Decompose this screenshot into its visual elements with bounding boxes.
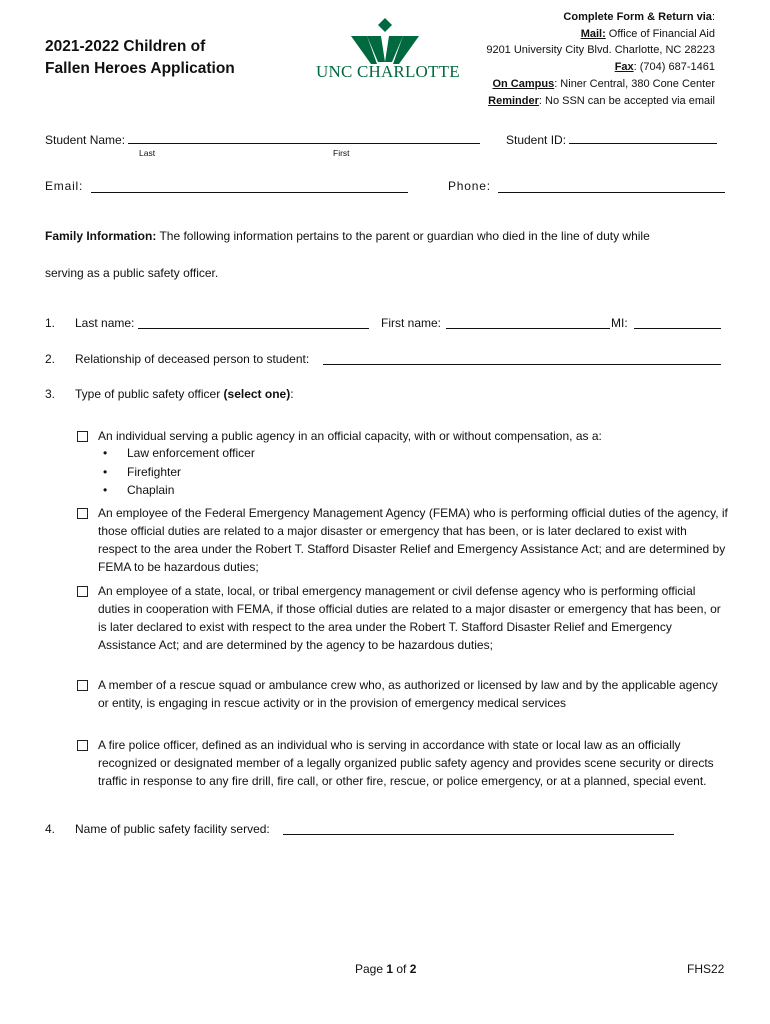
q2-number: 2. <box>45 352 56 366</box>
reminder-label: Reminder <box>488 94 539 107</box>
sub-bullet-item: • Chaplain <box>103 481 255 500</box>
mail-address: 9201 University City Blvd. Charlotte, NC 28223 <box>486 44 715 57</box>
campus-label: On Campus <box>492 77 555 90</box>
student-id-row <box>506 131 717 147</box>
q1-last-field[interactable] <box>138 316 369 329</box>
q4-number: 4. <box>45 822 56 836</box>
q1-first-label: First name: <box>381 316 442 330</box>
family-intro-line2: serving as a public safety officer. <box>45 266 219 280</box>
option-text: An employee of the Federal Emergency Management Agency (FEMA) who is performing official duties of the agency, if those official duties are related to a major disaster or emergency that has been, or is later declared to exist with respect to the area under the Robert T. Stafford Disaster Relief and Emergency Assistance Act; and are determined by FEMA to be hazardous duties; <box>98 506 728 574</box>
phone-field[interactable] <box>498 180 725 193</box>
campus-value: : Niner Central, 380 Cone Center <box>554 77 715 90</box>
student-name-label: Student Name: <box>45 133 126 147</box>
form-title <box>45 36 235 80</box>
phone-label: Phone: <box>448 179 491 193</box>
q4-field[interactable] <box>283 822 674 835</box>
option-text: An individual serving a public agency in an official capacity, with or without compensation, as a: <box>98 429 602 443</box>
form-code: FHS22 <box>687 962 725 976</box>
family-heading: Family Information: <box>45 229 157 243</box>
q4-label: Name of public safety facility served: <box>75 822 270 836</box>
checkbox[interactable] <box>77 680 88 691</box>
q1-mi-label: MI: <box>611 316 628 330</box>
checkbox[interactable] <box>77 431 88 442</box>
option-text: An employee of a state, local, or tribal emergency management or civil defense agency who is performing official duties in cooperation with FEMA, if those official duties are related to a major disaster or emergency that has been, or is later declared to exist with respect to the area under the Robert T. Stafford Disaster Relief and Emergency Assistance Act; and are determined by the agency to be hazardous duties; <box>98 584 721 652</box>
contact-heading: Complete Form & Return via <box>563 11 712 23</box>
q1-first-field[interactable] <box>446 316 610 329</box>
student-name-field[interactable] <box>128 131 480 144</box>
contact-info: Complete Form & Return via: Mail: Office of Financial Aid 9201 University City Blvd. Charlotte, NC 28223 Fax: (704) 687-1461 On Campus: Niner Central, 380 Cone Center Reminder: No SSN can be accepted via email <box>486 11 715 107</box>
q1-last-label: Last name: <box>75 316 135 330</box>
family-intro <box>45 229 650 243</box>
logo-wordmark: UNC CHARLOTTE <box>316 62 460 81</box>
option-text: A member of a rescue squad or ambulance crew who, as authorized or licensed by law and by the applicable agency or entity, is engaging in rescue activity or in the provision of emergency medical services <box>98 678 718 710</box>
q2-label: Relationship of deceased person to student: <box>75 352 310 366</box>
sub-bullet-item: • Law enforcement officer <box>103 444 255 463</box>
phone-row <box>448 179 491 193</box>
fax-value: : (704) 687-1461 <box>633 61 715 74</box>
q2-field[interactable] <box>323 352 721 365</box>
family-intro-line1: The following information pertains to the parent or guardian who died in the line of duty while <box>156 229 650 243</box>
checkbox[interactable] <box>77 508 88 519</box>
title-line-1: 2021-2022 Children of <box>45 38 206 55</box>
reminder-value: : No SSN can be accepted via email <box>538 94 715 107</box>
mail-label: Mail: <box>580 27 606 40</box>
email-label: Email: <box>45 179 84 193</box>
email-row <box>45 179 83 193</box>
checkbox[interactable] <box>77 740 88 751</box>
sub-bullet-item: • Firefighter <box>103 463 255 482</box>
q3-number: 3. <box>45 387 56 401</box>
q1-number: 1. <box>45 316 56 330</box>
checkbox[interactable] <box>77 586 88 597</box>
email-field[interactable] <box>91 180 408 193</box>
student-id-field[interactable] <box>569 131 717 144</box>
page-indicator: Page 1 of 2 <box>355 962 417 976</box>
fax-label: Fax <box>614 61 634 74</box>
last-sublabel: Last <box>139 148 156 158</box>
first-sublabel: First <box>333 148 350 158</box>
q3-label: Type of public safety officer (select one): <box>75 387 294 401</box>
sub-bullet-list <box>103 444 255 500</box>
student-name-row <box>45 131 480 147</box>
mail-value: Office of Financial Aid <box>605 27 715 40</box>
student-id-label: Student ID: <box>506 133 567 147</box>
q1-mi-field[interactable] <box>634 316 721 329</box>
option-text: A fire police officer, defined as an individual who is serving in accordance with state or local law as an officially recognized or designated member of a legally organized public safety agency and provides scene security or directs traffic in response to any fire drill, fire call, or other fire, rescue, or police emergency, or at a planned, special event. <box>98 738 714 788</box>
title-line-2: Fallen Heroes Application <box>45 60 235 77</box>
